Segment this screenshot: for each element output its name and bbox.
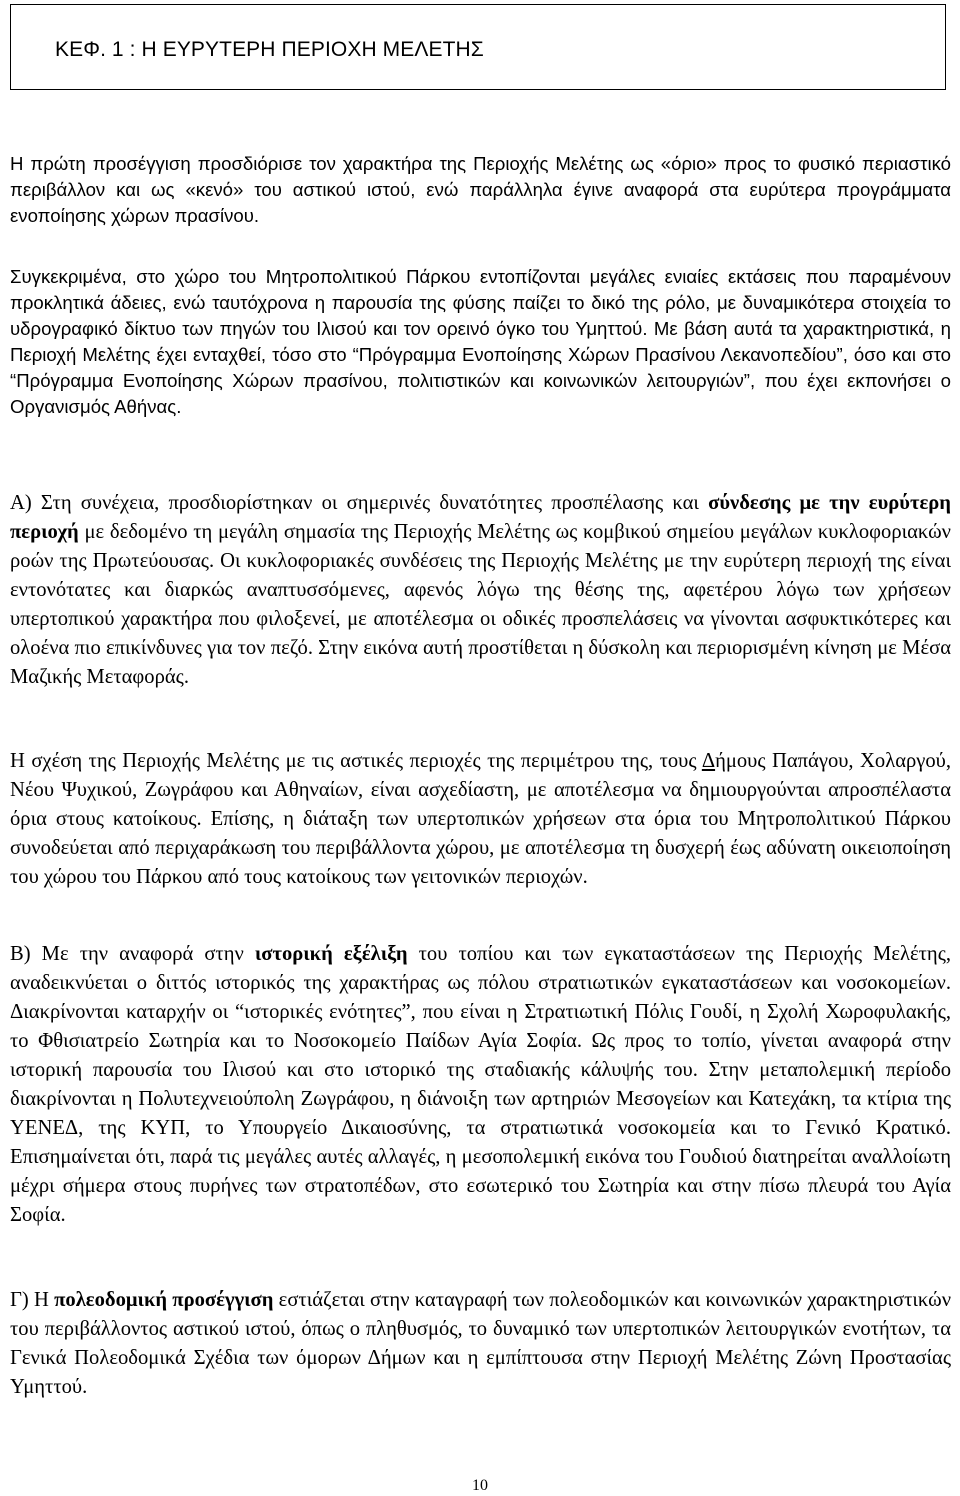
relation-lead: Η σχέση της Περιοχής Μελέτης με τις αστικές περιοχές της περιμέτρου της, τους	[10, 750, 702, 772]
section-a-bold-term: σύνδεσης με την ευρύτερη περιοχή	[10, 492, 951, 543]
section-a-lead: Α) Στη συνέχεια, προσδιορίστηκαν οι σημερινές δυνατότητες προσπέλασης και	[10, 492, 709, 514]
chapter-title: ΚΕΦ. 1 : Η ΕΥΡΥΤΕΡΗ ΠΕΡΙΟΧΗ ΜΕΛΕΤΗΣ	[55, 38, 484, 61]
page-number: 10	[472, 1477, 488, 1494]
section-c-lead: Γ) Η	[10, 1289, 55, 1311]
section-a-paragraph	[10, 489, 951, 692]
section-a-body: με δεδομένο τη μεγάλη σημασία της Περιοχής Μελέτης ως κομβικού σημείου μεγάλων κυκλοφοριακών ροών της Πρωτεύουσας. Οι κυκλοφοριακές συνδέσεις της Περιοχής Μελέτης με την ευρύτερη περιοχή της είναι εντονότατες και διαρκώς αναπτυσσόμενες, αφενός λόγω της θέσης της, αφετέρου λόγω των χρήσεων υπερτοπικού χαρακτήρα που φιλοξενεί, με αποτέλεσμα οι οδικές προσπελάσεις να γίνονται ασφυκτικότερες και ολοένα πιο επικίνδυνες για τον πεζό. Στην εικόνα αυτή προστίθεται η δύσκολη και περιορισμένη κίνηση με Μέσα Μαζικής Μεταφοράς.	[10, 521, 951, 688]
relation-underlined-letter: Δ	[701, 750, 716, 772]
relation-paragraph	[10, 747, 951, 892]
section-c-bold-term: πολεοδομική προσέγγιση	[54, 1289, 274, 1311]
section-c-paragraph	[10, 1286, 951, 1402]
section-b-body: του τοπίου και των εγκαταστάσεων της Περιοχής Μελέτης, αναδεικνύεται ο διττός ιστορικός της χαρακτήρας ως πόλου στρατιωτικών εγκαταστάσεων και νοσοκομείων. Διακρίνονται καταρχήν οι “ιστορικές ενότητες”, που είναι η Στρατιωτική Πόλις Γουδί, η Σχολή Χωροφυλακής, το Φθισιατρείο Σωτηρία και το Νοσοκομείο Παίδων Αγία Σοφία. Ως προς το τοπίο, γίνεται αναφορά στην ιστορική παρουσία του Ιλισού και στο ιστορικό της σταδιακής κάλυψής του. Στην μεταπολεμική περίοδο διακρίνονται η Πολυτεχνειούπολη Ζωγράφου, η διάνοιξη των αρτηριών Μεσογείων και Κατεχάκη, τα κτίρια της ΥΕΝΕΔ, της ΚΥΠ, το Υπουργείο Δικαιοσύνης, τα στρατιωτικά νοσοκομεία και το Γενικό Κρατικό. Επισημαίνεται ότι, παρά τις μεγάλες αυτές αλλαγές, η μεσοπολεμική εικόνα του Γουδιού διατηρείται αναλλοίωτη μέχρι σήμερα στους πυρήνες των στρατοπέδων, στο εσωτερικό του Σωτηρία και στην πίσω πλευρά του Αγία Σοφία.	[10, 943, 951, 1226]
section-b-bold-term: ιστορική εξέλιξη	[254, 943, 408, 965]
intro-paragraph-1: Η πρώτη προσέγγιση προσδιόρισε τον χαρακτήρα της Περιοχής Μελέτης ως «όριο» προς το φυσικό περιαστικό περιβάλλον και ως «κενό» του αστικού ιστού, ενώ παράλληλα έγινε αναφορά στα ευρύτερα προγράμματα ενοποίησης χώρων πρασίνου.	[10, 153, 951, 226]
relation-body: ήμους Παπάγου, Χολαργού, Νέου Ψυχικού, Ζωγράφου και Αθηναίων, είναι ασχεδίαστη, με αποτέλεσμα να δημιουργούνται απροσπέλαστα όρια στους κατοίκους. Επίσης, η διάταξη των υπερτοπικών χρήσεων στα όρια του Μητροπολιτικού Πάρκου συνοδεύεται από περιχαράκωση του περιβάλλοντα χώρου, με αποτέλεσμα τη δυσχερή έως αδύνατη οικειοποίηση του χώρου του Πάρκου από τους κατοίκους των γειτονικών περιοχών.	[10, 750, 951, 888]
section-b-lead: Β) Με την αναφορά στην	[10, 943, 255, 965]
chapter-heading-box	[10, 4, 946, 90]
section-c-body: εστιάζεται στην καταγραφή των πολεοδομικών και κοινωνικών χαρακτηριστικών του περιβάλλοντος αστικού ιστού, όπως ο πληθυσμός, το δυναμικό των υπερτοπικών λειτουργικών ενοτήτων, τα Γενικά Πολεοδομικά Σχέδια των όμορων Δήμων και η εμπίπτουσα στην Περιοχή Μελέτης Ζώνη Προστασίας Υμηττού.	[10, 1289, 951, 1398]
intro-paragraph-2: Συγκεκριμένα, στο χώρο του Μητροπολιτικού Πάρκου εντοπίζονται μεγάλες ενιαίες εκτάσεις που παραμένουν προκλητικά άδειες, ενώ ταυτόχρονα η παρουσία της φύσης παίζει το δικό της ρόλο, με δυναμικότερα στοιχεία το υδρογραφικό δίκτυο των πηγών του Ιλισού και τον ορεινό όγκο του Υμηττού. Με βάση αυτά τα χαρακτηριστικά, η Περιοχή Μελέτης έχει ενταχθεί, τόσο στο “Πρόγραμμα Ενοποίησης Χώρων Πρασίνου Λεκανοπεδίου”, όσο και στο “Πρόγραμμα Ενοποίησης Χώρων πρασίνου, πολιτιστικών και κοινωνικών λειτουργιών”, που έχει εκπονήσει ο Οργανισμός Αθήνας.	[10, 266, 951, 417]
section-b-paragraph	[10, 940, 951, 1230]
